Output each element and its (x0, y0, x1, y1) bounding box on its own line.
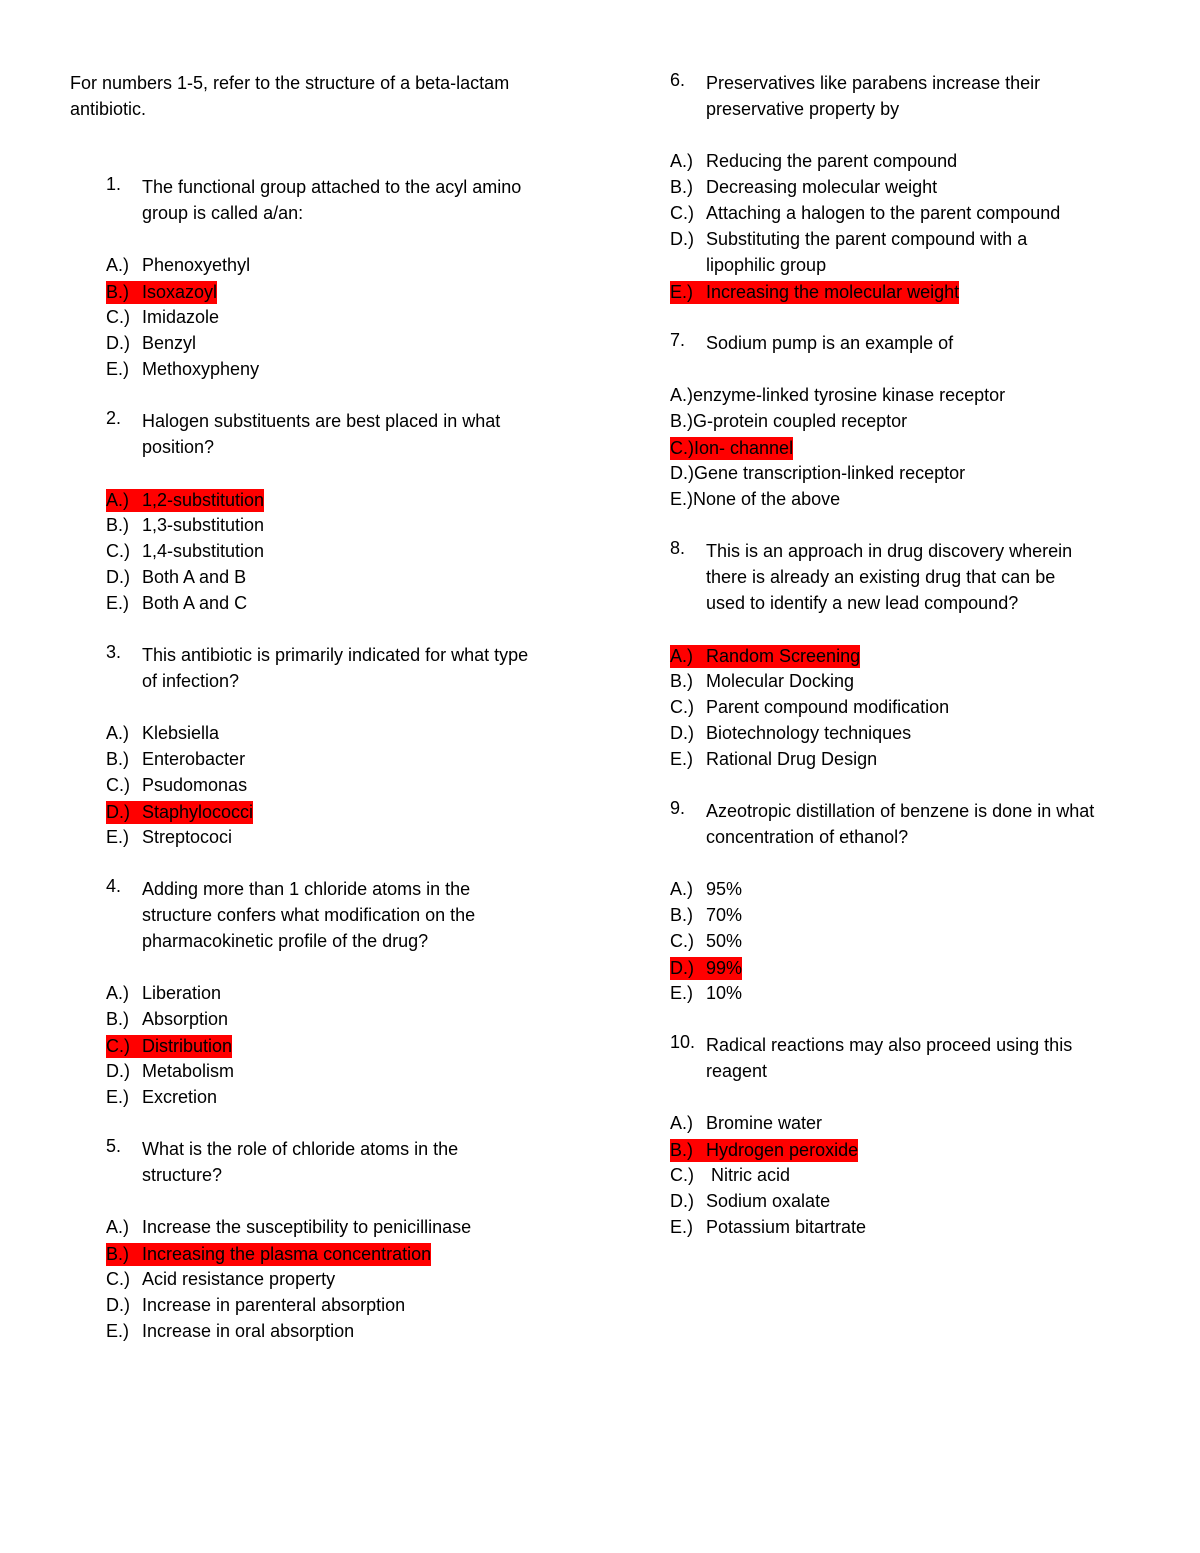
option-letter: C.) (670, 1165, 694, 1185)
answer-option (670, 876, 1150, 902)
answer-content (106, 1321, 354, 1341)
answer-option (670, 980, 1150, 1006)
option-letter: B.) (106, 1009, 130, 1029)
question-number: 4. (106, 876, 122, 896)
option-text: Attaching a halogen to the parent compound (706, 203, 1061, 223)
question-text: structure confers what modification on the (142, 905, 476, 925)
answer-option (670, 226, 1150, 252)
highlighted-answer (106, 281, 217, 304)
question-number (106, 200, 142, 226)
question-number: 5. (106, 1136, 122, 1156)
option-text: Absorption (142, 1009, 229, 1029)
option-letter: D.) (106, 333, 130, 353)
answer-content (670, 1113, 822, 1133)
answer-content (670, 489, 840, 509)
answer-option (106, 1292, 590, 1318)
option-letter: A.) (670, 151, 694, 171)
option-letter: C.) (670, 697, 694, 717)
question-text: group is called a/an: (142, 203, 304, 223)
option-text: enzyme-linked tyrosine kinase receptor (693, 385, 1006, 405)
answer-content (106, 827, 232, 847)
highlighted-answer (670, 1139, 858, 1162)
question-text: there is already an existing drug that can be (706, 567, 1056, 587)
answer-option (106, 1006, 590, 1032)
answer-content (670, 931, 742, 951)
question-4 (70, 876, 590, 1136)
highlighted-answer (106, 801, 253, 824)
intro-line-1: For numbers 1-5, refer to the structure of a beta-lactam (70, 73, 510, 93)
answer-option (106, 772, 590, 798)
question-number (106, 902, 142, 928)
answer-option (670, 1188, 1150, 1214)
option-letter: C.) (106, 1035, 130, 1056)
option-letter: B.) (106, 749, 130, 769)
answer-content (106, 1061, 234, 1081)
answer-option (106, 486, 590, 512)
answer-content (106, 515, 264, 535)
option-letter: E.) (106, 1087, 130, 1107)
left-column (70, 70, 590, 1370)
option-letter: D.) (106, 801, 130, 822)
option-letter: A.) (670, 1113, 694, 1133)
answer-option (670, 278, 1150, 304)
answer-content (670, 905, 742, 925)
option-text: Reducing the parent compound (706, 151, 958, 171)
option-letter: D.) (670, 1191, 694, 1211)
option-letter: B.) (670, 671, 694, 691)
question-9 (670, 798, 1150, 1032)
option-letter: D.) (106, 1295, 130, 1315)
option-text: Potassium bitartrate (706, 1217, 867, 1237)
answer-option (106, 798, 590, 824)
answer-content (670, 463, 965, 483)
option-letter: E.) (670, 1217, 694, 1237)
question-text: Preservatives like parabens increase their (706, 73, 1041, 93)
answer-option (106, 1032, 590, 1058)
answer-option (670, 642, 1150, 668)
option-letter: D.) (106, 1061, 130, 1081)
question-number (670, 590, 706, 616)
option-letter: C.) (106, 307, 130, 327)
answer-option (106, 356, 590, 382)
answer-content (670, 229, 1027, 249)
option-text: Distribution (142, 1035, 233, 1056)
question-text: Azeotropic distillation of benzene is done in what (706, 801, 1095, 821)
question-text: The functional group attached to the acyl amino (142, 177, 522, 197)
answer-content (670, 697, 949, 717)
answer-option (670, 408, 1150, 434)
question-number: 7. (670, 330, 686, 350)
option-text: Staphylococci (142, 801, 254, 822)
option-letter: E.) (106, 593, 130, 613)
option-letter: C.) (106, 541, 130, 561)
right-column (670, 70, 1150, 1266)
highlighted-answer (106, 1035, 232, 1058)
option-text: Bromine water (706, 1113, 823, 1133)
question-text: used to identify a new lead compound? (706, 593, 1019, 613)
option-letter: C.) (670, 203, 694, 223)
answer-content (106, 1009, 228, 1029)
answer-option (106, 278, 590, 304)
highlighted-answer (670, 957, 742, 980)
question-text: concentration of ethanol? (706, 827, 909, 847)
question-2 (70, 408, 590, 642)
question-number: 2. (106, 408, 122, 428)
answer-option (106, 980, 590, 1006)
question-number: 6. (670, 70, 686, 90)
option-letter: B.) (670, 905, 694, 925)
option-text: Sodium oxalate (706, 1191, 831, 1211)
option-letter: A.) (106, 255, 130, 275)
question-number (106, 434, 142, 460)
question-7 (670, 330, 1150, 538)
option-letter: E.) (670, 749, 694, 769)
answer-content (106, 359, 259, 379)
answer-content (670, 1191, 830, 1211)
option-text: None of the above (693, 489, 841, 509)
option-text: Benzyl (142, 333, 197, 353)
answer-option (106, 590, 590, 616)
question-text: preservative property by (706, 99, 900, 119)
answer-content (106, 723, 219, 743)
option-text: Excretion (142, 1087, 218, 1107)
option-text: Molecular Docking (706, 671, 855, 691)
option-text: Metabolism (142, 1061, 235, 1081)
question-text: What is the role of chloride atoms in the (142, 1139, 459, 1159)
answer-content (106, 593, 247, 613)
answer-content (670, 177, 937, 197)
option-text: Isoxazoyl (142, 281, 218, 302)
option-letter: E.) (106, 359, 130, 379)
answer-option (106, 1084, 590, 1110)
option-text: Liberation (142, 983, 222, 1003)
option-text: Increase in oral absorption (142, 1321, 355, 1341)
question-text: reagent (706, 1061, 768, 1081)
answer-option (670, 694, 1150, 720)
answer-option (106, 538, 590, 564)
answer-option (106, 746, 590, 772)
answer-content (106, 333, 196, 353)
option-text: Methoxypheny (142, 359, 260, 379)
question-number: 3. (106, 642, 122, 662)
option-text: Klebsiella (142, 723, 220, 743)
option-letter: C.) (106, 775, 130, 795)
answer-content (106, 983, 221, 1003)
answer-content (106, 567, 246, 587)
answer-option (670, 174, 1150, 200)
answer-option (106, 720, 590, 746)
highlighted-answer (670, 645, 860, 668)
answer-option (106, 1240, 590, 1266)
answer-option (670, 902, 1150, 928)
option-letter: D.) (670, 723, 694, 743)
question-number: 10. (670, 1032, 696, 1052)
answer-option (670, 460, 1150, 486)
answer-option (106, 1214, 590, 1240)
answer-content (106, 307, 219, 327)
option-text: Rational Drug Design (706, 749, 878, 769)
question-text: Adding more than 1 chloride atoms in the (142, 879, 471, 899)
question-text: structure? (142, 1165, 223, 1185)
answer-content (670, 385, 1005, 405)
option-text: Phenoxyethyl (142, 255, 251, 275)
option-letter: A.) (106, 723, 130, 743)
answer-option (106, 564, 590, 590)
answer-content (670, 151, 957, 171)
option-text: 1,4-substitution (142, 541, 265, 561)
option-text: Both A and B (142, 567, 247, 587)
answer-option (670, 382, 1150, 408)
option-letter: B.) (106, 515, 130, 535)
option-letter: D.) (670, 957, 694, 978)
answer-content (106, 1217, 471, 1237)
question-text: of infection? (142, 671, 240, 691)
answer-option (106, 252, 590, 278)
question-number (670, 564, 706, 590)
answer-option (106, 1318, 590, 1344)
question-8 (670, 538, 1150, 798)
option-text: Substituting the parent compound with a (706, 229, 1028, 249)
answer-option (106, 330, 590, 356)
answer-option (670, 200, 1150, 226)
option-text: Enterobacter (142, 749, 246, 769)
answer-option (670, 746, 1150, 772)
option-text: Streptococi (142, 827, 233, 847)
answer-option (670, 668, 1150, 694)
option-text: Imidazole (142, 307, 220, 327)
option-text: 1,2-substitution (142, 489, 265, 510)
question-number (670, 96, 706, 122)
question-number: 8. (670, 538, 686, 558)
option-text: Acid resistance property (142, 1269, 336, 1289)
option-letter: E.) (106, 827, 130, 847)
question-1 (70, 174, 590, 408)
answer-content (106, 1087, 217, 1107)
option-text: 1,3-substitution (142, 515, 265, 535)
question-number (106, 1162, 142, 1188)
answer-content (670, 1165, 790, 1185)
option-letter: B.) (106, 1243, 130, 1264)
question-number: 9. (670, 798, 686, 818)
option-text: Nitric acid (706, 1165, 791, 1185)
answer-option (106, 512, 590, 538)
option-letter: A.) (106, 1217, 130, 1237)
option-text: G-protein coupled receptor (693, 411, 908, 431)
answer-content (106, 749, 245, 769)
option-text: 50% (706, 931, 743, 951)
question-10 (670, 1032, 1150, 1266)
answer-option (670, 954, 1150, 980)
option-text: Biotechnology techniques (706, 723, 912, 743)
option-letter: E.) (670, 983, 694, 1003)
question-text: Radical reactions may also proceed using this (706, 1035, 1073, 1055)
answer-option (106, 824, 590, 850)
answer-option (670, 928, 1150, 954)
question-number (670, 1058, 706, 1084)
answer-content (670, 983, 742, 1003)
question-text: This antibiotic is primarily indicated for what type (142, 645, 529, 665)
question-number: 1. (106, 174, 122, 194)
question-6 (670, 70, 1150, 330)
highlighted-answer (670, 437, 793, 460)
option-letter: E.) (670, 281, 694, 302)
option-letter: B.) (670, 411, 694, 431)
answer-option (106, 1266, 590, 1292)
option-letter: B.) (106, 281, 130, 302)
answer-option (670, 148, 1150, 174)
answer-option (670, 434, 1150, 460)
question-text: position? (142, 437, 215, 457)
option-text: Increasing the molecular weight (706, 281, 960, 302)
answer-option (670, 1214, 1150, 1240)
option-text: 99% (706, 957, 743, 978)
answer-content (106, 255, 250, 275)
option-letter: E.) (106, 1321, 130, 1341)
option-letter: B.) (670, 177, 694, 197)
option-letter: B.) (670, 1139, 694, 1160)
question-5 (70, 1136, 590, 1370)
option-text: Both A and C (142, 593, 248, 613)
question-text: Sodium pump is an example of (706, 333, 954, 353)
highlighted-answer (106, 489, 264, 512)
answer-content (106, 775, 247, 795)
answer-content (670, 203, 1060, 223)
answer-option (670, 1136, 1150, 1162)
option-text: 10% (706, 983, 743, 1003)
option-letter: A.) (106, 489, 130, 510)
answer-option (670, 486, 1150, 512)
highlighted-answer (670, 281, 959, 304)
intro-line-2: antibiotic. (70, 99, 147, 119)
answer-option (670, 1110, 1150, 1136)
answer-content (670, 671, 854, 691)
option-text: 70% (706, 905, 743, 925)
answer-content (670, 1217, 866, 1237)
option-text: Random Screening (706, 645, 861, 666)
option-letter: A.) (670, 645, 694, 666)
answer-content (670, 749, 877, 769)
answer-content (670, 723, 911, 743)
question-text: pharmacokinetic profile of the drug? (142, 931, 429, 951)
answer-content (106, 1295, 405, 1315)
option-letter: D.) (670, 463, 694, 483)
option-text-continued: lipophilic group (706, 255, 827, 275)
highlighted-answer (106, 1243, 431, 1266)
option-text: Ion- channel (694, 437, 794, 458)
question-3 (70, 642, 590, 876)
option-letter: D.) (670, 229, 694, 249)
option-letter: C.) (106, 1269, 130, 1289)
question-text: Halogen substituents are best placed in what (142, 411, 501, 431)
option-letter: C.) (670, 437, 694, 458)
answer-content (106, 541, 264, 561)
option-text: Increase in parenteral absorption (142, 1295, 406, 1315)
option-letter: E.) (670, 489, 694, 509)
option-text: Hydrogen peroxide (706, 1139, 859, 1160)
question-text: This is an approach in drug discovery wherein (706, 541, 1073, 561)
question-number (106, 928, 142, 954)
option-letter: C.) (670, 931, 694, 951)
option-text: Increase the susceptibility to penicillinase (142, 1217, 472, 1237)
option-text: Decreasing molecular weight (706, 177, 938, 197)
option-text: Parent compound modification (706, 697, 950, 717)
option-letter: A.) (670, 879, 694, 899)
answer-content (670, 879, 742, 899)
option-letter: A.) (106, 983, 130, 1003)
question-number (106, 668, 142, 694)
answer-content (106, 1269, 335, 1289)
answer-option (106, 304, 590, 330)
answer-option (670, 720, 1150, 746)
option-text: Increasing the plasma concentration (142, 1243, 432, 1264)
answer-option (106, 1058, 590, 1084)
option-letter: A.) (670, 385, 694, 405)
answer-option (670, 1162, 1150, 1188)
answer-content (670, 411, 907, 431)
option-text: Psudomonas (142, 775, 248, 795)
option-text: Gene transcription-linked receptor (694, 463, 966, 483)
question-number (670, 824, 706, 850)
option-text: 95% (706, 879, 743, 899)
option-letter: D.) (106, 567, 130, 587)
